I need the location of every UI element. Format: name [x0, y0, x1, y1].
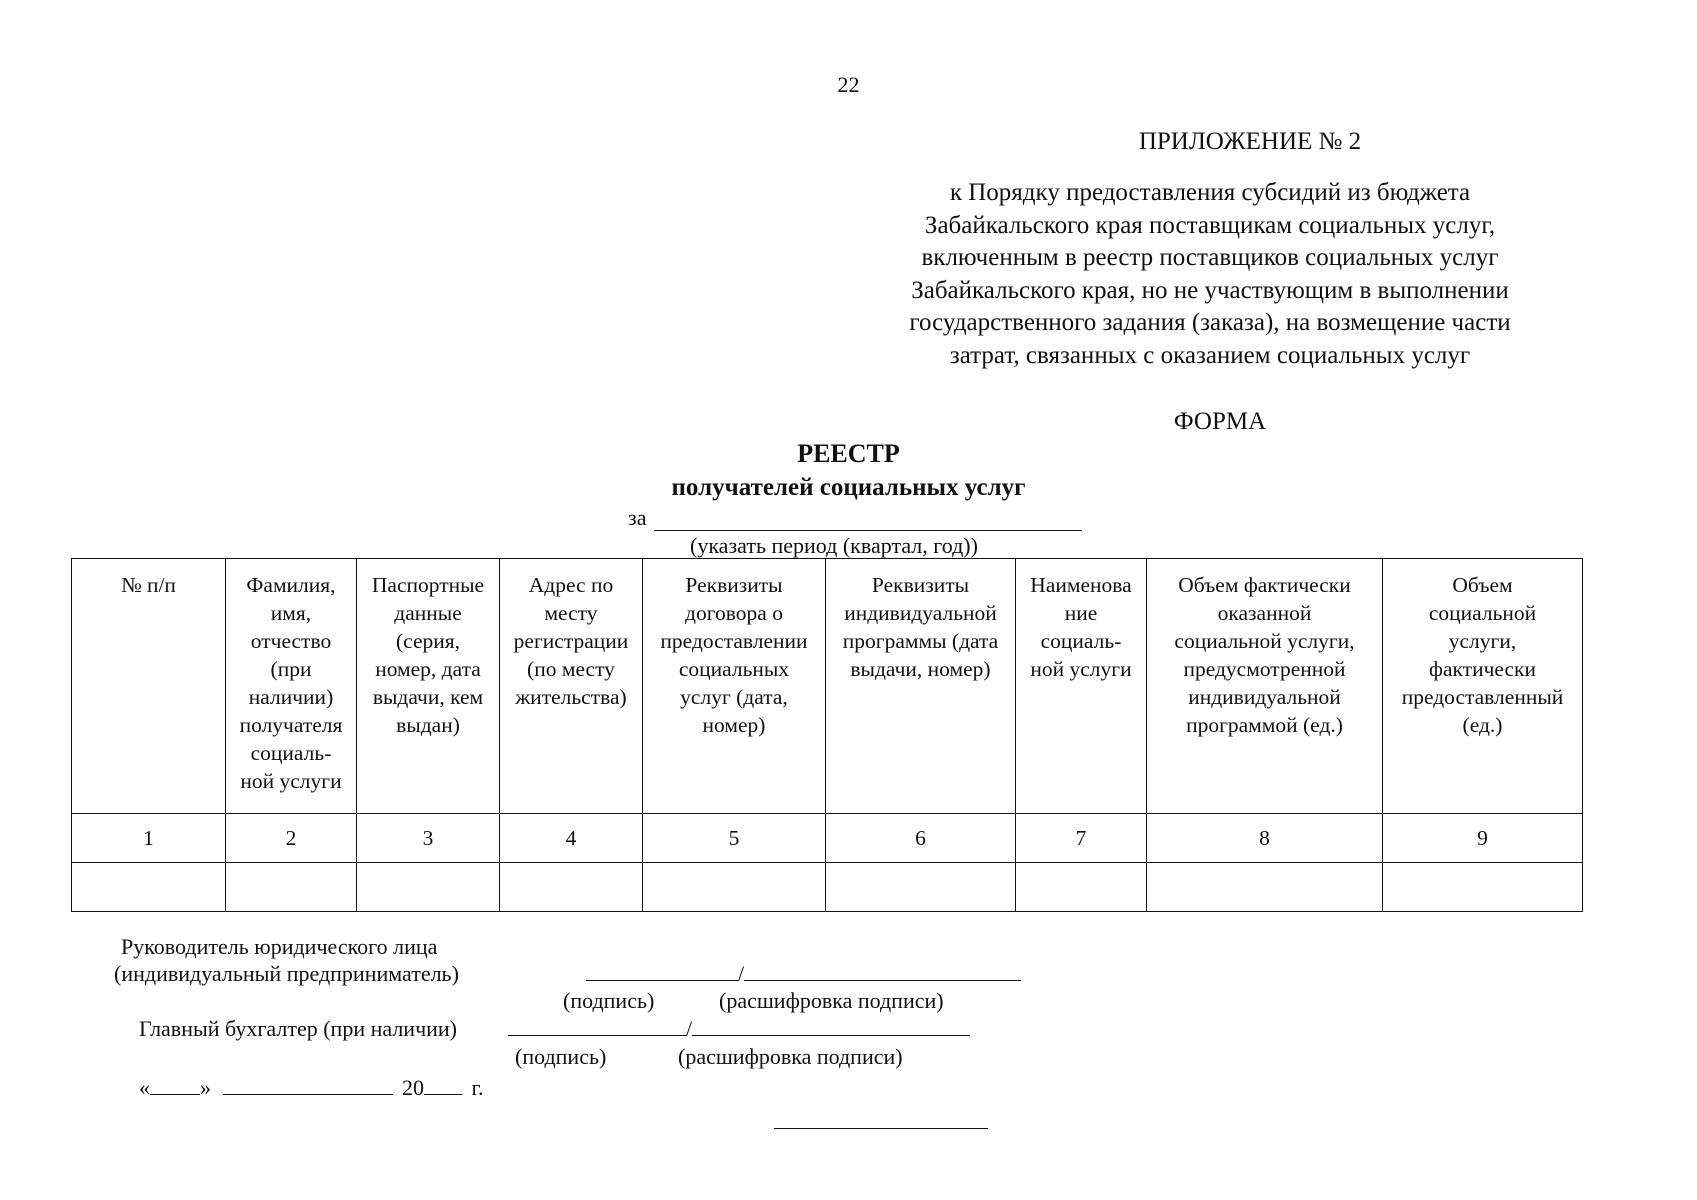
column-number-cell: 9	[1383, 814, 1583, 863]
signature-hint: (подпись)	[515, 1044, 607, 1069]
header-cell-address: Адрес по месту регистрации (по месту жительства)	[500, 559, 643, 814]
accountant-decoding-blank[interactable]	[692, 1015, 970, 1036]
appendix-line: Забайкальского края поставщикам социальных услуг,	[924, 211, 1496, 239]
appendix-line: затрат, связанных с оказанием социальных услуг	[949, 341, 1471, 369]
column-number-cell: 3	[357, 814, 500, 863]
header-cell-volume-actual: Объем социальной услуги, фактически предоставленный (ед.)	[1383, 559, 1583, 814]
column-number-cell: 8	[1147, 814, 1383, 863]
empty-data-row	[72, 863, 1583, 912]
empty-cell[interactable]	[72, 863, 226, 912]
empty-cell[interactable]	[643, 863, 826, 912]
closing-rule	[774, 1128, 988, 1129]
empty-cell[interactable]	[226, 863, 357, 912]
head-signature-blank[interactable]	[586, 960, 738, 981]
column-number-cell: 2	[226, 814, 357, 863]
head-label-line2: (индивидуальный предприниматель)	[114, 961, 459, 986]
head-decoding-blank[interactable]	[744, 960, 1021, 981]
page-number: 22	[837, 72, 860, 97]
slash: /	[738, 961, 745, 986]
period-field	[628, 505, 1082, 531]
period-blank-line[interactable]	[654, 508, 1082, 531]
appendix-line: государственного задания (заказа), на возмещение части	[909, 309, 1511, 337]
column-number-cell: 4	[500, 814, 643, 863]
header-cell-passport: Паспортные данные (серия, номер, дата выдачи, кем выдан)	[357, 559, 500, 814]
header-cell-number: № п/п	[72, 559, 226, 814]
signature-hint: (подпись)	[563, 988, 655, 1013]
header-cell-volume-planned: Объем фактически оказанной социальной услуги, предусмотренной индивидуальной программой (ед.)	[1147, 559, 1383, 814]
column-number-cell: 5	[643, 814, 826, 863]
date-month-blank[interactable]	[223, 1074, 393, 1095]
period-hint: (указать период (квартал, год))	[690, 533, 978, 558]
appendix-line: включенным в реестр поставщиков социальных услуг	[921, 244, 1499, 272]
decoding-hint: (расшифровка подписи)	[719, 988, 944, 1013]
registry-table	[71, 558, 1583, 912]
column-number-cell: 1	[72, 814, 226, 863]
appendix-line: к Порядку предоставления субсидий из бюджета	[949, 179, 1471, 206]
date-year-blank[interactable]	[424, 1074, 462, 1095]
empty-cell[interactable]	[500, 863, 643, 912]
empty-cell[interactable]	[1016, 863, 1147, 912]
header-cell-service-name: Наименова ние социаль- ной услуги	[1016, 559, 1147, 814]
header-cell-contract: Реквизиты договора о предоставлении социальных услуг (дата, номер)	[643, 559, 826, 814]
appendix-subtitle	[840, 177, 1580, 373]
chief-accountant-label: Главный бухгалтер (при наличии)	[139, 1016, 458, 1041]
date-day-blank[interactable]	[150, 1074, 200, 1095]
head-signature-field	[586, 960, 1021, 987]
empty-cell[interactable]	[826, 863, 1016, 912]
empty-cell[interactable]	[1147, 863, 1383, 912]
form-label: ФОРМА	[1173, 408, 1267, 435]
empty-cell[interactable]	[357, 863, 500, 912]
document-subtitle: получателей социальных услуг	[671, 474, 1026, 501]
period-prefix: за	[628, 505, 647, 530]
header-cell-full-name: Фамилия, имя, отчество (при наличии) получателя социаль- ной услуги	[226, 559, 357, 814]
document-title: РЕЕСТР	[797, 439, 900, 468]
column-number-row	[72, 814, 1583, 863]
appendix-line: Забайкальского края, но не участвующим в выполнении	[911, 276, 1509, 304]
header-row	[72, 559, 1583, 814]
column-number-cell: 7	[1016, 814, 1147, 863]
column-number-cell: 6	[826, 814, 1016, 863]
date-field: « » 20 г.	[139, 1075, 484, 1100]
head-label-line1: Руководитель юридического лица	[121, 934, 438, 959]
empty-cell[interactable]	[1383, 863, 1583, 912]
accountant-signature-field	[508, 1015, 970, 1042]
slash: /	[686, 1016, 693, 1041]
decoding-hint: (расшифровка подписи)	[678, 1044, 903, 1069]
accountant-signature-blank[interactable]	[508, 1015, 686, 1036]
header-cell-program: Реквизиты индивидуальной программы (дата выдачи, номер)	[826, 559, 1016, 814]
appendix-title: ПРИЛОЖЕНИЕ № 2	[1138, 128, 1362, 155]
